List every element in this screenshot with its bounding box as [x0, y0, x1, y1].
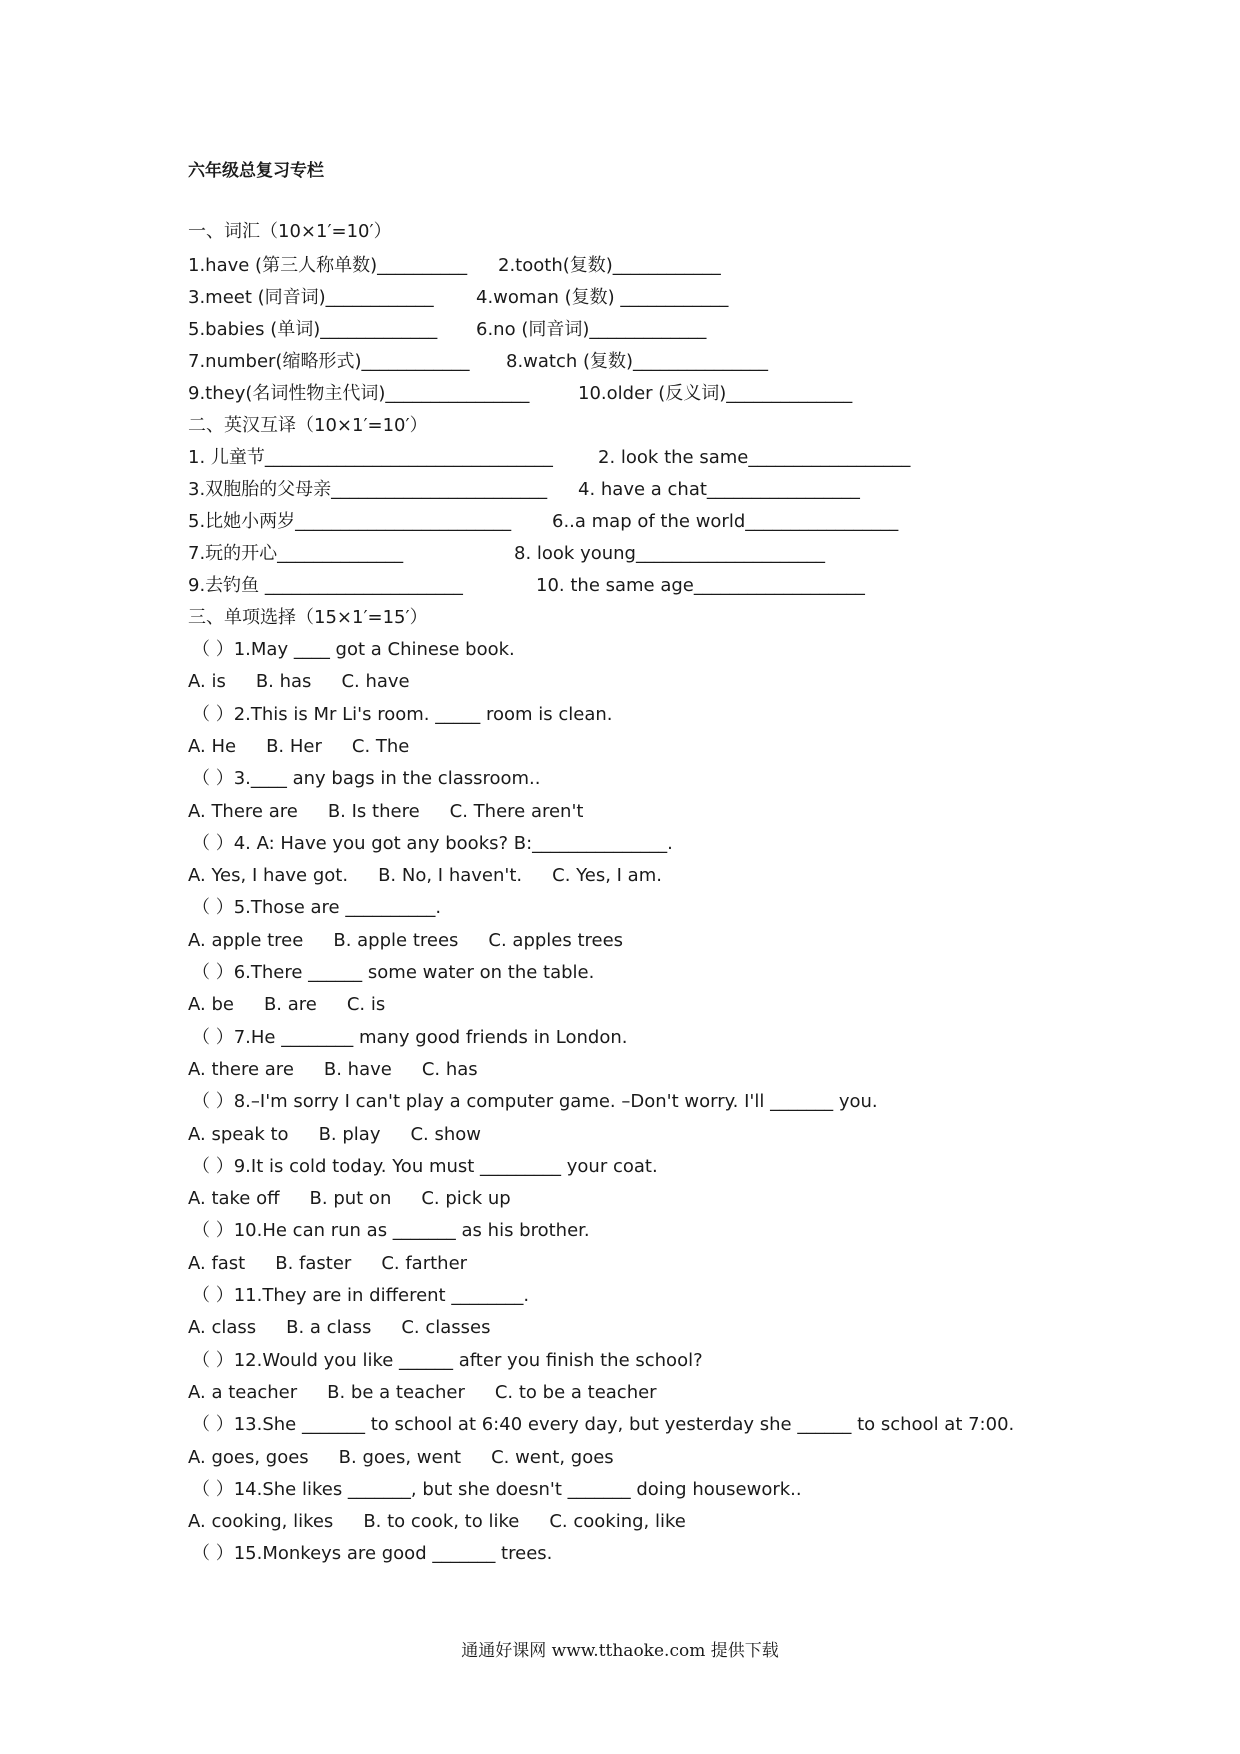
answer-option: A. class [188, 1317, 257, 1338]
answer-options [188, 1252, 497, 1276]
question-text: （ ）15.Monkeys are good _______ trees. [192, 1543, 553, 1564]
answer-options [188, 735, 439, 759]
answer-options [188, 929, 653, 953]
answer-option: A. Yes, I have got. [188, 865, 349, 886]
answer-option: B. a class [286, 1317, 372, 1338]
vocab-item: 3.meet (同音词)____________ [188, 287, 434, 308]
translate-item: 10. the same age___________________ [536, 575, 865, 596]
question-text: （ ）11.They are in different ________. [192, 1285, 530, 1306]
translate-item: 1. 儿童节________________________________ [188, 447, 553, 468]
question-text: （ ）4. A: Have you got any books? B:_______________. [192, 833, 673, 854]
answer-option: B. be a teacher [327, 1382, 465, 1403]
translate-item: 6..a map of the world_________________ [552, 511, 899, 532]
vocab-item: 10.older (反义词)______________ [578, 383, 853, 404]
answer-option: A. cooking, likes [188, 1511, 334, 1532]
answer-options [188, 1510, 716, 1534]
answer-option: B. goes, went [338, 1447, 462, 1468]
question-text: （ ）2.This is Mr Li's room. _____ room is clean. [192, 704, 613, 725]
question-text: （ ）3.____ any bags in the classroom.. [192, 768, 541, 789]
vocab-item: 1.have (第三人称单数)__________ [188, 255, 468, 276]
section-heading-multiple-choice: 三、单项选择（15×1′=15′） [188, 607, 428, 628]
answer-options [188, 1446, 644, 1470]
answer-option: C. went, goes [491, 1447, 614, 1468]
answer-option: A. He [188, 736, 237, 757]
answer-option: B. have [323, 1059, 392, 1080]
answer-option: C. The [351, 736, 410, 757]
answer-option: B. to cook, to like [363, 1511, 520, 1532]
answer-option: C. to be a teacher [494, 1382, 657, 1403]
answer-option: C. There aren't [449, 801, 584, 822]
question-text: （ ）12.Would you like ______ after you finish the school? [192, 1350, 703, 1371]
question-text: （ ）13.She _______ to school at 6:40 every day, but yesterday she ______ to school at 7:00. [192, 1414, 1015, 1435]
answer-options [188, 1316, 521, 1340]
answer-options [188, 1187, 541, 1211]
question-text: （ ）10.He can run as _______ as his brother. [192, 1220, 590, 1241]
vocab-item: 8.watch (复数)_______________ [506, 351, 769, 372]
translate-item: 8. look young_____________________ [514, 543, 825, 564]
answer-option: A. there are [188, 1059, 294, 1080]
translate-item: 2. look the same__________________ [598, 447, 911, 468]
vocab-item: 2.tooth(复数)____________ [498, 255, 721, 276]
question-text: （ ）5.Those are __________. [192, 897, 442, 918]
answer-option: C. pick up [421, 1188, 511, 1209]
answer-option: A. fast [188, 1253, 246, 1274]
section-heading-translation: 二、英汉互译（10×1′=10′） [188, 415, 428, 436]
vocab-item: 9.they(名词性物主代词)________________ [188, 383, 530, 404]
question-text: （ ）1.May ____ got a Chinese book. [192, 639, 515, 660]
answer-option: C. have [341, 671, 410, 692]
translate-item: 4. have a chat_________________ [578, 479, 860, 500]
answer-option: C. farther [381, 1253, 468, 1274]
answer-options [188, 1381, 687, 1405]
question-text: （ ）6.There ______ some water on the table. [192, 962, 595, 983]
translate-item: 7.玩的开心______________ [188, 543, 404, 564]
question-text: （ ）8.–I'm sorry I can't play a computer game. –Don't worry. I'll _______ you. [192, 1091, 878, 1112]
answer-options [188, 1058, 508, 1082]
page-footer: 通通好课网 www.tthaoke.com 提供下载 [461, 1641, 779, 1661]
answer-option: B. Her [266, 736, 322, 757]
answer-option: C. classes [401, 1317, 491, 1338]
answer-option: C. cooking, like [549, 1511, 686, 1532]
answer-option: A. be [188, 994, 234, 1015]
answer-option: B. has [255, 671, 312, 692]
question-text: （ ）7.He ________ many good friends in London. [192, 1027, 628, 1048]
answer-option: C. has [421, 1059, 478, 1080]
page-title: 六年级总复习专栏 [188, 161, 324, 181]
answer-options [188, 993, 415, 1017]
translate-item: 9.去钓鱼 ______________________ [188, 575, 463, 596]
vocab-item: 4.woman (复数) ____________ [476, 287, 729, 308]
answer-option: A. is [188, 671, 226, 692]
answer-option: A. apple tree [188, 930, 304, 951]
vocab-item: 7.number(缩略形式)____________ [188, 351, 470, 372]
answer-option: B. faster [275, 1253, 352, 1274]
answer-option: B. are [263, 994, 317, 1015]
answer-option: C. is [346, 994, 386, 1015]
vocab-item: 6.no (同音词)_____________ [476, 319, 707, 340]
answer-option: C. Yes, I am. [552, 865, 662, 886]
answer-option: C. apples trees [488, 930, 624, 951]
answer-option: B. Is there [327, 801, 420, 822]
answer-option: B. play [318, 1124, 381, 1145]
vocab-item: 5.babies (单词)_____________ [188, 319, 438, 340]
answer-option: B. put on [309, 1188, 392, 1209]
answer-options [188, 864, 692, 888]
answer-option: A. a teacher [188, 1382, 298, 1403]
answer-option: A. There are [188, 801, 298, 822]
answer-options [188, 670, 440, 694]
section-heading-vocabulary: 一、词汇（10×1′=10′） [188, 221, 392, 242]
answer-options [188, 800, 613, 824]
answer-option: C. show [410, 1124, 482, 1145]
question-text: （ ）9.It is cold today. You must _________ your coat. [192, 1156, 658, 1177]
question-text: （ ）14.She likes _______, but she doesn't _______ doing housework.. [192, 1479, 802, 1500]
answer-option: B. apple trees [333, 930, 459, 951]
answer-option: A. take off [188, 1188, 280, 1209]
answer-option: A. speak to [188, 1124, 289, 1145]
answer-option: B. No, I haven't. [378, 865, 523, 886]
translate-item: 3.双胞胎的父母亲________________________ [188, 479, 548, 500]
answer-options [188, 1123, 511, 1147]
answer-option: A. goes, goes [188, 1447, 309, 1468]
translate-item: 5.比她小两岁________________________ [188, 511, 512, 532]
